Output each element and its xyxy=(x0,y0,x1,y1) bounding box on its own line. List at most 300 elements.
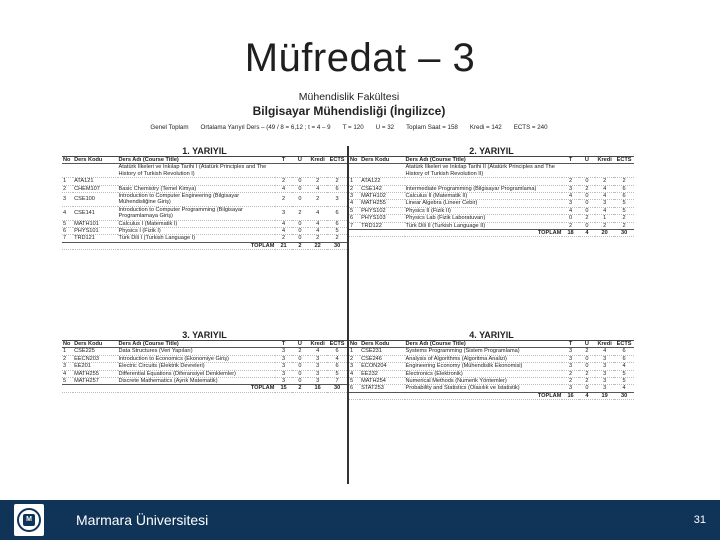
table-cell: 3 xyxy=(327,193,347,207)
table-cell: 3 xyxy=(62,363,73,370)
semester-title: 4. YARIYIL xyxy=(349,330,634,341)
table-cell: 0 xyxy=(579,355,595,362)
column-header: Ders Adı (Course Title) xyxy=(118,341,276,348)
table-row xyxy=(62,370,347,377)
summary-item: ECTS = 240 xyxy=(513,124,548,131)
table-row xyxy=(349,370,634,377)
table-cell: 5 xyxy=(62,220,73,227)
table-cell: 1 xyxy=(62,348,73,355)
total-cell: 30 xyxy=(327,242,347,249)
table-cell: 0 xyxy=(579,222,595,229)
table-cell: 0 xyxy=(292,355,308,362)
column-header: Kredi xyxy=(595,157,614,164)
table-cell: 4 xyxy=(275,228,291,235)
table-cell: 0 xyxy=(562,215,578,222)
table-cell: 3 xyxy=(595,370,614,377)
table-cell: 3 xyxy=(595,363,614,370)
department-name: Bilgisayar Mühendisliği (İngilizce) xyxy=(252,104,446,118)
table-cell: STAT253 xyxy=(360,385,404,392)
summary-row xyxy=(62,124,636,131)
table-cell: 2 xyxy=(562,222,578,229)
table-cell: 2 xyxy=(579,215,595,222)
table-cell: TRD122 xyxy=(360,222,404,229)
summary-item: T = 120 xyxy=(342,124,364,131)
column-divider xyxy=(347,146,349,484)
table-row xyxy=(62,228,347,235)
page-number: 31 xyxy=(693,514,706,526)
summary-item: Toplam Saat = 158 xyxy=(406,124,458,131)
column-header: U xyxy=(292,157,308,164)
table-cell: 2 xyxy=(349,355,360,362)
table-cell: 5 xyxy=(349,207,360,214)
table-row xyxy=(62,193,347,207)
table-cell: 5 xyxy=(327,370,347,377)
table-cell: Introduction to Computer Programming (Bilgisayar Programlamaya Giriş) xyxy=(118,206,276,220)
table-cell: 0 xyxy=(579,200,595,207)
column-header: Ders Kodu xyxy=(73,157,117,164)
total-cell: 2 xyxy=(292,385,308,392)
total-cell: 30 xyxy=(614,392,634,399)
table-cell: 5 xyxy=(614,207,634,214)
table-cell: 5 xyxy=(614,200,634,207)
table-cell: 2 xyxy=(327,235,347,242)
table-cell: 4 xyxy=(62,370,73,377)
semester-3 xyxy=(62,330,347,393)
table-cell: MATH257 xyxy=(73,378,117,385)
table-cell: 4 xyxy=(62,206,73,220)
table-cell: MATH102 xyxy=(360,193,404,200)
column-header: Ders Kodu xyxy=(360,341,404,348)
table-header-row xyxy=(62,341,347,348)
table-cell: Türk Dili II (Turkish Language II) xyxy=(405,222,563,229)
column-header: ECTS xyxy=(614,341,634,348)
column-header: No xyxy=(349,341,360,348)
table-cell: 3 xyxy=(562,348,578,355)
faculty-name: Mühendislik Fakültesi xyxy=(298,91,400,103)
table-cell: CSE225 xyxy=(73,348,117,355)
table-cell: PHYS103 xyxy=(360,215,404,222)
table-cell: 3 xyxy=(595,378,614,385)
table-cell: CSE141 xyxy=(73,206,117,220)
table-cell: 4 xyxy=(595,348,614,355)
table-row xyxy=(349,215,634,222)
table-cell: Introduction to Computer Engineering (Bilgisayar Mühendisliğine Giriş) xyxy=(118,193,276,207)
column-header: U xyxy=(579,341,595,348)
slide-title: Müfredat – 3 xyxy=(244,36,476,80)
table-cell: 0 xyxy=(292,193,308,207)
table-cell: 2 xyxy=(308,235,327,242)
column-header: T xyxy=(562,341,578,348)
table-cell: 4 xyxy=(614,363,634,370)
table-cell: 2 xyxy=(349,185,360,192)
total-cell: 21 xyxy=(275,242,291,249)
table-cell: 2 xyxy=(308,178,327,185)
table-cell: 3 xyxy=(308,363,327,370)
total-label: TOPLAM xyxy=(62,385,275,392)
table-cell: 6 xyxy=(62,228,73,235)
table-cell: 2 xyxy=(308,193,327,207)
table-cell: 3 xyxy=(275,348,291,355)
table-cell: Physics II (Fizik II) xyxy=(405,207,563,214)
table-cell: 0 xyxy=(579,363,595,370)
table-cell: Physics Lab (Fizik Laboratuvarı) xyxy=(405,215,563,222)
table-cell: CHEM107 xyxy=(73,185,117,192)
column-header: Kredi xyxy=(308,157,327,164)
table-cell: 6 xyxy=(327,206,347,220)
table-cell: 2 xyxy=(562,178,578,185)
total-cell: 19 xyxy=(595,392,614,399)
table-cell: 7 xyxy=(327,378,347,385)
table-row xyxy=(349,222,634,229)
column-header: No xyxy=(349,157,360,164)
table-cell: Calculus II (Matematik II) xyxy=(405,193,563,200)
table-cell: 6 xyxy=(327,185,347,192)
column-header: Kredi xyxy=(595,341,614,348)
table-cell: 3 xyxy=(275,206,291,220)
table-cell: PHYS102 xyxy=(360,207,404,214)
table-cell: Numerical Methods (Numerik Yöntemler) xyxy=(405,378,563,385)
table-cell: 0 xyxy=(292,185,308,192)
table-cell xyxy=(405,178,563,185)
table-row xyxy=(62,348,347,355)
table-cell: 1 xyxy=(349,178,360,185)
total-cell: 4 xyxy=(579,392,595,399)
table-cell: 3 xyxy=(595,355,614,362)
column-header: Ders Adı (Course Title) xyxy=(405,341,563,348)
table-cell: 5 xyxy=(62,378,73,385)
table-cell: 3 xyxy=(562,355,578,362)
table-cell xyxy=(118,178,276,185)
semester-table xyxy=(62,157,347,250)
table-cell xyxy=(360,164,404,178)
table-cell: TRD121 xyxy=(73,235,117,242)
table-row xyxy=(349,200,634,207)
semester-title: 3. YARIYIL xyxy=(62,330,347,341)
table-row xyxy=(349,193,634,200)
table-cell: Engineering Economy (Mühendislik Ekonomisi) xyxy=(405,363,563,370)
table-cell: 3 xyxy=(562,185,578,192)
table-cell xyxy=(308,164,327,178)
table-cell: 2 xyxy=(579,370,595,377)
table-cell: 0 xyxy=(579,207,595,214)
table-cell: ATA122 xyxy=(360,178,404,185)
table-cell: 3 xyxy=(595,385,614,392)
table-cell: 0 xyxy=(579,178,595,185)
table-cell: 3 xyxy=(275,363,291,370)
table-cell xyxy=(62,164,73,178)
summary-item: Kredi = 142 xyxy=(469,124,502,131)
total-cell: 18 xyxy=(562,230,578,237)
table-cell xyxy=(579,164,595,178)
table-cell: Data Structures (Veri Yapıları) xyxy=(118,348,276,355)
table-row xyxy=(62,220,347,227)
table-cell: 4 xyxy=(275,220,291,227)
table-cell: 2 xyxy=(614,222,634,229)
column-header: T xyxy=(275,341,291,348)
table-cell: ECON204 xyxy=(360,363,404,370)
column-header: Kredi xyxy=(308,341,327,348)
table-row xyxy=(349,385,634,392)
table-cell: 2 xyxy=(562,370,578,377)
column-header: No xyxy=(62,341,73,348)
table-cell: 2 xyxy=(579,185,595,192)
table-cell: 3 xyxy=(275,355,291,362)
total-label: TOPLAM xyxy=(349,392,562,399)
university-logo-icon: M xyxy=(14,504,44,536)
summary-item: Genel Toplam xyxy=(150,124,189,131)
column-header: Ders Adı (Course Title) xyxy=(405,157,563,164)
table-cell: 4 xyxy=(327,355,347,362)
table-cell: 4 xyxy=(562,207,578,214)
table-cell: Analysis of Algorithms (Algoritma Analizi) xyxy=(405,355,563,362)
table-cell xyxy=(349,164,360,178)
semester-table xyxy=(62,341,347,393)
table-row xyxy=(349,378,634,385)
table-cell: 4 xyxy=(595,185,614,192)
column-header: No xyxy=(62,157,73,164)
table-cell: 3 xyxy=(275,370,291,377)
table-cell: 2 xyxy=(62,185,73,192)
table-cell: Systems Programming (Sistem Programlama) xyxy=(405,348,563,355)
table-cell: 6 xyxy=(349,215,360,222)
table-cell: Introduction to Economics (Ekonomiye Giriş) xyxy=(118,355,276,362)
table-cell: 6 xyxy=(327,363,347,370)
table-cell: 3 xyxy=(308,370,327,377)
table-cell: EE201 xyxy=(73,363,117,370)
table-cell: 4 xyxy=(562,193,578,200)
table-cell: 1 xyxy=(62,178,73,185)
total-cell: 2 xyxy=(292,242,308,249)
table-cell xyxy=(275,164,291,178)
table-row xyxy=(349,164,634,178)
table-row xyxy=(62,235,347,242)
column-header: ECTS xyxy=(614,157,634,164)
column-header: T xyxy=(275,157,291,164)
table-cell: 0 xyxy=(292,378,308,385)
semester-title: 2. YARIYIL xyxy=(349,146,634,157)
table-cell: Intermediate Programming (Bilgisayar Programlama) xyxy=(405,185,563,192)
table-cell: EE232 xyxy=(360,370,404,377)
table-cell: 2 xyxy=(579,348,595,355)
table-cell: PHYS101 xyxy=(73,228,117,235)
table-cell: 4 xyxy=(595,207,614,214)
table-row xyxy=(62,378,347,385)
table-cell: 3 xyxy=(308,355,327,362)
semester-2 xyxy=(349,146,634,237)
table-cell: 4 xyxy=(349,370,360,377)
total-cell: 30 xyxy=(327,385,347,392)
table-cell: 3 xyxy=(562,200,578,207)
table-cell: 2 xyxy=(62,355,73,362)
table-header-row xyxy=(349,341,634,348)
column-header: ECTS xyxy=(327,341,347,348)
table-cell: 6 xyxy=(614,193,634,200)
table-row xyxy=(62,185,347,192)
table-row xyxy=(62,164,347,178)
table-cell: Differential Equations (Diferansiyel Denklemler) xyxy=(118,370,276,377)
table-cell: 2 xyxy=(275,193,291,207)
table-cell: 0 xyxy=(292,370,308,377)
table-cell: 3 xyxy=(562,363,578,370)
total-cell: 16 xyxy=(308,385,327,392)
total-cell: 16 xyxy=(562,392,578,399)
semester-1 xyxy=(62,146,347,250)
total-row xyxy=(62,385,347,392)
table-cell: Electronics (Elektronik) xyxy=(405,370,563,377)
table-cell: 2 xyxy=(579,378,595,385)
table-cell: MATH255 xyxy=(73,370,117,377)
table-row xyxy=(62,355,347,362)
table-cell: 0 xyxy=(292,228,308,235)
table-cell: 6 xyxy=(614,348,634,355)
table-cell: 7 xyxy=(62,235,73,242)
table-cell: Linear Algebra (Lineer Cebir) xyxy=(405,200,563,207)
university-name: Marmara Üniversitesi xyxy=(76,512,209,528)
total-cell: 30 xyxy=(614,230,634,237)
table-cell: 5 xyxy=(614,378,634,385)
table-cell: Electric Circuits (Elektrik Devreleri) xyxy=(118,363,276,370)
table-cell: Discrete Mathematics (Ayrık Matematik) xyxy=(118,378,276,385)
table-cell: CSE231 xyxy=(360,348,404,355)
table-cell: 4 xyxy=(275,185,291,192)
table-cell: 1 xyxy=(595,215,614,222)
semester-title: 1. YARIYIL xyxy=(62,146,347,157)
table-cell: 4 xyxy=(308,185,327,192)
table-cell: 2 xyxy=(275,235,291,242)
table-cell: 4 xyxy=(308,220,327,227)
table-cell: 3 xyxy=(62,193,73,207)
table-header-row xyxy=(349,157,634,164)
table-cell: 4 xyxy=(308,348,327,355)
table-row xyxy=(62,178,347,185)
table-cell xyxy=(614,164,634,178)
table-cell: 2 xyxy=(595,178,614,185)
table-cell: 3 xyxy=(562,385,578,392)
column-header: T xyxy=(562,157,578,164)
table-cell: 5 xyxy=(327,228,347,235)
column-header: U xyxy=(292,341,308,348)
total-row xyxy=(349,230,634,237)
table-cell: MATH255 xyxy=(360,200,404,207)
table-cell: Physics I (Fizik I) xyxy=(118,228,276,235)
table-cell: 2 xyxy=(614,215,634,222)
table-cell: 2 xyxy=(614,178,634,185)
total-cell: 22 xyxy=(308,242,327,249)
curriculum-document xyxy=(62,88,636,484)
table-cell: 3 xyxy=(349,363,360,370)
table-cell: 4 xyxy=(614,385,634,392)
table-cell: 4 xyxy=(308,206,327,220)
total-label: TOPLAM xyxy=(349,230,562,237)
total-label: TOPLAM xyxy=(62,242,275,249)
table-cell xyxy=(327,164,347,178)
table-cell xyxy=(562,164,578,178)
table-cell: 3 xyxy=(308,378,327,385)
table-cell: Türk Dili I (Turkish Language I) xyxy=(118,235,276,242)
table-cell: CSE142 xyxy=(360,185,404,192)
table-header-row xyxy=(62,157,347,164)
column-header: U xyxy=(579,157,595,164)
table-cell: 0 xyxy=(292,363,308,370)
table-cell: 1 xyxy=(349,348,360,355)
table-cell: 3 xyxy=(275,378,291,385)
table-row xyxy=(349,178,634,185)
table-cell: CSE246 xyxy=(360,355,404,362)
table-cell: EECN203 xyxy=(73,355,117,362)
table-cell: 2 xyxy=(595,222,614,229)
table-cell: 0 xyxy=(579,385,595,392)
table-cell: MATH254 xyxy=(360,378,404,385)
table-row xyxy=(349,355,634,362)
table-cell: Probability and Statistics (Olasılık ve İstatistik) xyxy=(405,385,563,392)
table-cell: 3 xyxy=(349,193,360,200)
table-cell: Basic Chemistry (Temel Kimya) xyxy=(118,185,276,192)
table-cell: 5 xyxy=(349,378,360,385)
table-cell: 0 xyxy=(292,235,308,242)
table-cell: 6 xyxy=(327,348,347,355)
table-row xyxy=(62,206,347,220)
table-row xyxy=(62,363,347,370)
table-cell: 6 xyxy=(327,220,347,227)
summary-item: U = 32 xyxy=(375,124,395,131)
table-cell: 2 xyxy=(275,178,291,185)
table-cell xyxy=(73,164,117,178)
table-cell: 5 xyxy=(614,370,634,377)
table-cell: 7 xyxy=(349,222,360,229)
column-header: Ders Kodu xyxy=(73,341,117,348)
summary-item: Ortalama Yarıyıl Ders – (49 / 8 = 6,12 ; t = 4 – 9 xyxy=(200,124,331,131)
table-cell: Calculus I (Matematik I) xyxy=(118,220,276,227)
footer-bar xyxy=(0,500,720,540)
table-cell xyxy=(292,164,308,178)
table-cell: 2 xyxy=(292,348,308,355)
total-cell: 20 xyxy=(595,230,614,237)
table-cell: MATH101 xyxy=(73,220,117,227)
total-row xyxy=(62,242,347,249)
table-cell: 0 xyxy=(292,178,308,185)
table-cell: CSE100 xyxy=(73,193,117,207)
column-header: Ders Adı (Course Title) xyxy=(118,157,276,164)
table-cell: 0 xyxy=(579,193,595,200)
table-cell: 6 xyxy=(614,355,634,362)
table-cell: 4 xyxy=(349,200,360,207)
table-cell: 4 xyxy=(308,228,327,235)
table-cell: 2 xyxy=(327,178,347,185)
table-cell: Atatürk İlkeleri ve İnkılap Tarihi I (Atatürk Principles and The History of Turkish Revolution I) xyxy=(118,164,276,178)
table-cell xyxy=(595,164,614,178)
table-row xyxy=(349,363,634,370)
total-row xyxy=(349,392,634,399)
table-cell: 6 xyxy=(614,185,634,192)
table-row xyxy=(349,185,634,192)
table-cell: ATA121 xyxy=(73,178,117,185)
table-cell: 6 xyxy=(349,385,360,392)
table-cell: 2 xyxy=(292,206,308,220)
total-cell: 15 xyxy=(275,385,291,392)
column-header: ECTS xyxy=(327,157,347,164)
table-cell: 2 xyxy=(562,378,578,385)
total-cell: 4 xyxy=(579,230,595,237)
table-row xyxy=(349,348,634,355)
table-cell: 4 xyxy=(595,193,614,200)
table-cell: 3 xyxy=(595,200,614,207)
semester-table xyxy=(349,157,634,237)
semester-4 xyxy=(349,330,634,400)
table-row xyxy=(349,207,634,214)
semester-table xyxy=(349,341,634,400)
table-cell: Atatürk İlkeleri ve İnkılap Tarihi II (Atatürk Principles and The History of Turkish Revolution II) xyxy=(405,164,563,178)
table-cell: 0 xyxy=(292,220,308,227)
